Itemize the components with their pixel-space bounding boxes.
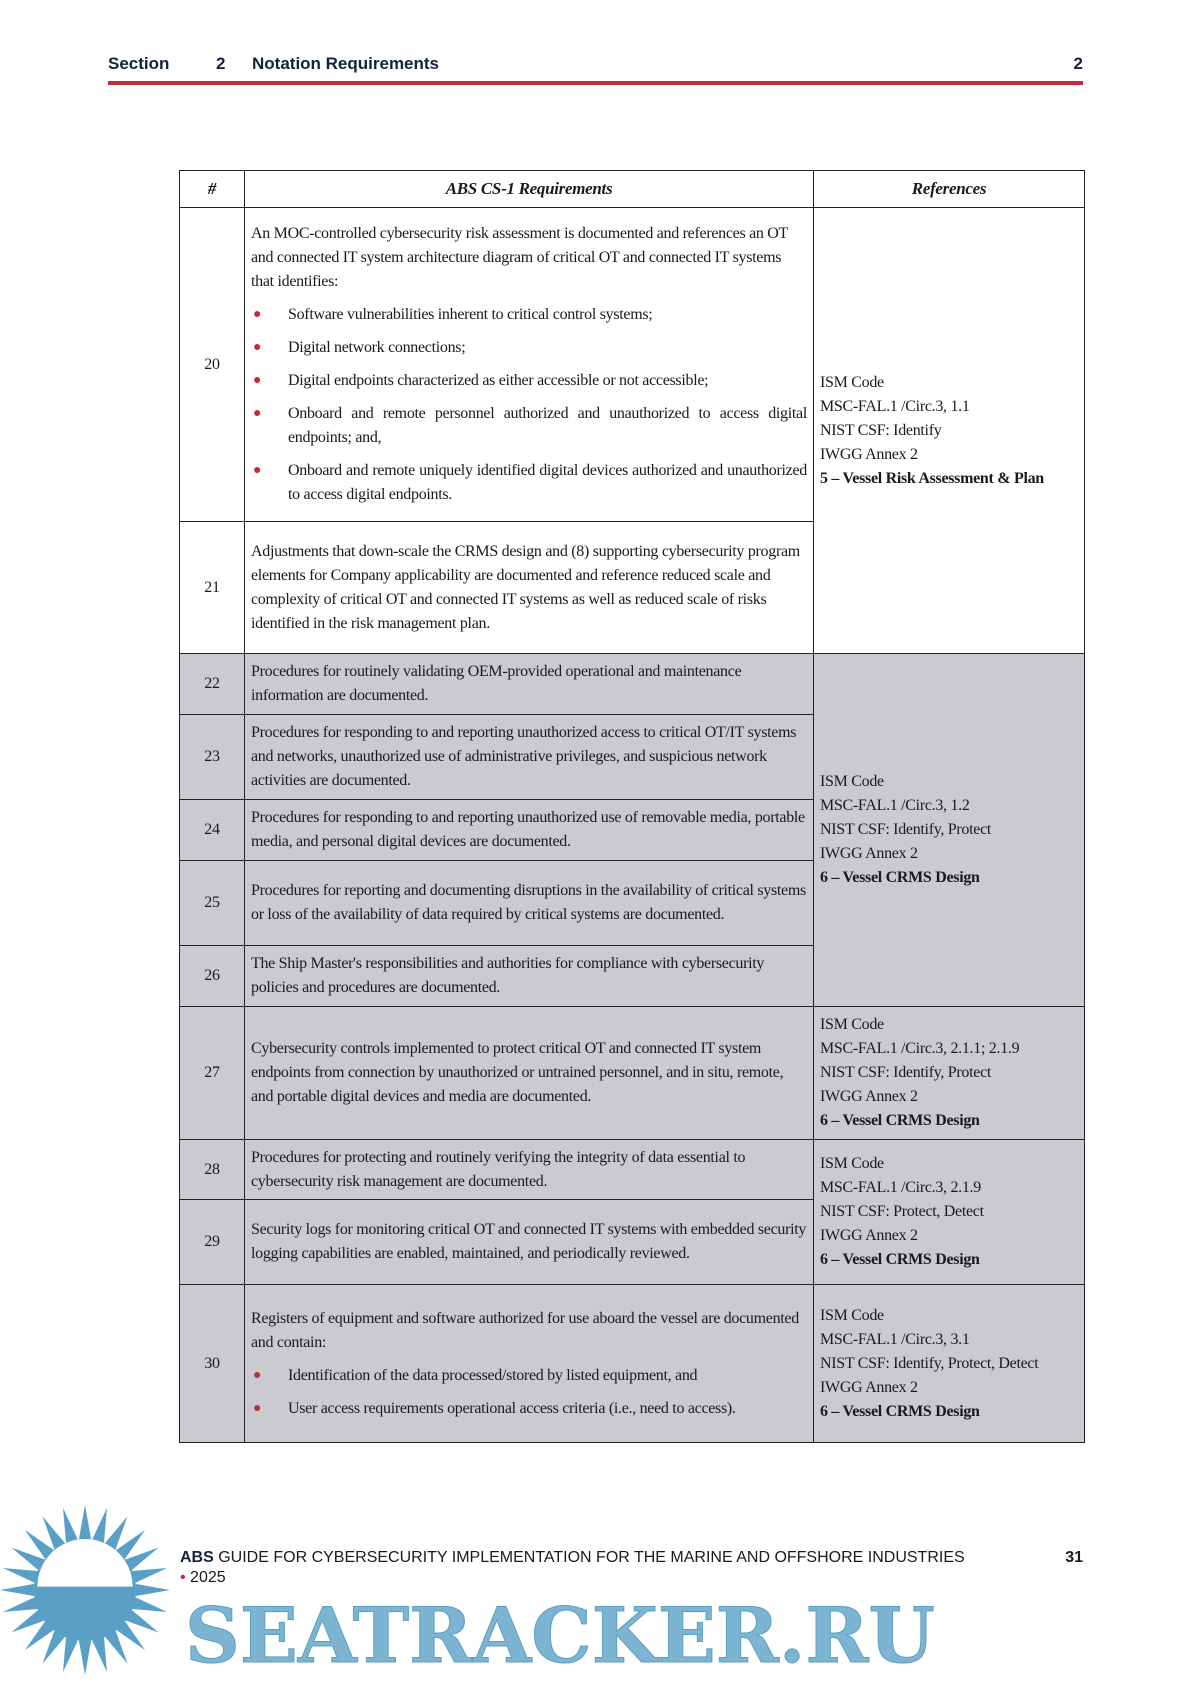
reference-line: IWGG Annex 2 xyxy=(820,845,918,862)
row-number: 27 xyxy=(180,1007,245,1140)
bullet-icon: ● xyxy=(253,307,262,322)
bullet-icon: ● xyxy=(253,463,262,478)
reference-line: IWGG Annex 2 xyxy=(820,1378,918,1396)
row-number: 26 xyxy=(180,946,245,1007)
requirement-text: The Ship Master's responsibilities and authorities for compliance with cybersecurity policies and procedures are documented. xyxy=(251,955,765,996)
column-header-requirements: ABS CS-1 Requirements xyxy=(245,171,814,208)
watermark: SEATRACKER.RU xyxy=(185,1591,935,1680)
bullet-text: Onboard and remote personnel authorized and unauthorized to access digital endpoints; and, xyxy=(288,405,807,446)
bullet-icon: ● xyxy=(253,1367,262,1383)
reference-line: IWGG Annex 2 xyxy=(820,1088,918,1105)
requirement-cell xyxy=(245,800,814,861)
reference-section: 6 – Vessel CRMS Design xyxy=(820,1402,980,1420)
footer-title: GUIDE FOR CYBERSECURITY IMPLEMENTATION FOR THE MARINE AND OFFSHORE INDUSTRIES xyxy=(213,1549,965,1566)
reference-line: ISM Code xyxy=(820,773,884,790)
requirement-cell xyxy=(245,522,814,654)
requirement-text: Procedures for reporting and documenting disruptions in the availability of critical systems or loss of the availability of data required by critical systems are documented. xyxy=(251,882,806,923)
section-title: Notation Requirements xyxy=(252,54,440,73)
reference-line: IWGG Annex 2 xyxy=(820,445,918,463)
bullet-item xyxy=(251,1397,807,1421)
footer-year: 2025 xyxy=(185,1569,226,1586)
reference-line: NIST CSF: Identify, Protect xyxy=(820,1064,992,1081)
row-number: 21 xyxy=(180,522,245,654)
requirement-text: Procedures for protecting and routinely verifying the integrity of data essential to cybersecurity risk management are documented. xyxy=(251,1148,746,1190)
bullet-item xyxy=(251,1364,807,1388)
requirement-cell xyxy=(245,861,814,946)
row-number: 20 xyxy=(180,208,245,522)
requirement-text: Adjustments that down-scale the CRMS design and (8) supporting cybersecurity program elements for Company applicability are documented and reference reduced scale and complexity of critical OT and connected IT systems as well as reduced scale of risks identified in the risk management plan. xyxy=(251,542,800,632)
reference-section: 6 – Vessel CRMS Design xyxy=(820,869,980,886)
sun-logo-icon xyxy=(0,1505,170,1675)
requirement-text: Procedures for responding to and reporting unauthorized use of removable media, portable media, and personal digital devices are documented. xyxy=(251,809,805,850)
running-header xyxy=(108,54,1083,76)
requirement-cell xyxy=(245,1007,814,1140)
column-header-number: # xyxy=(180,171,245,208)
requirement-text: Procedures for routinely validating OEM-provided operational and maintenance information are documented. xyxy=(251,663,742,704)
row-number: 22 xyxy=(180,654,245,715)
row-number: 30 xyxy=(180,1285,245,1443)
bullet-item xyxy=(251,402,807,450)
reference-line: NIST CSF: Identify, Protect xyxy=(820,821,992,838)
references-cell xyxy=(814,208,1085,654)
bullet-text: Software vulnerabilities inherent to critical control systems; xyxy=(288,306,653,323)
bullet-icon: ● xyxy=(253,340,262,355)
table-row xyxy=(180,208,1085,522)
column-header-references: References xyxy=(814,171,1085,208)
requirement-text: Cybersecurity controls implemented to protect critical OT and connected IT system endpoints from connection by unauthorized or untrained personnel, and in situ, remote, and portable digital devices and media are documented. xyxy=(251,1040,784,1105)
bullet-item xyxy=(251,369,807,393)
requirement-text: An MOC-controlled cybersecurity risk assessment is documented and references an OT and connected IT system architecture diagram of critical OT and connected IT systems that identifies: xyxy=(251,225,788,290)
table-row xyxy=(180,1140,1085,1200)
row-number: 23 xyxy=(180,715,245,800)
references-cell xyxy=(814,1285,1085,1443)
requirement-cell xyxy=(245,946,814,1007)
table-row xyxy=(180,654,1085,715)
reference-line: NIST CSF: Protect, Detect xyxy=(820,1203,984,1220)
bullet-icon: ● xyxy=(253,406,262,421)
reference-section: 6 – Vessel CRMS Design xyxy=(820,1112,980,1129)
requirement-text: Security logs for monitoring critical OT and connected IT systems with embedded security logging capabilities are enabled, maintained, and periodically reviewed. xyxy=(251,1221,807,1262)
requirement-cell xyxy=(245,1200,814,1285)
section-label: Section xyxy=(108,54,170,73)
bullet-text: Digital network connections; xyxy=(288,339,466,356)
row-number: 29 xyxy=(180,1200,245,1285)
reference-line: ISM Code xyxy=(820,1016,884,1033)
footer-brand: ABS xyxy=(180,1549,214,1566)
requirement-cell xyxy=(245,208,814,522)
bullet-text: Digital endpoints characterized as either accessible or not accessible; xyxy=(288,372,709,389)
references-cell xyxy=(814,1007,1085,1140)
page-number: 31 xyxy=(1065,1549,1083,1566)
requirements-table xyxy=(179,170,1085,1443)
bullet-text: Identification of the data processed/stored by listed equipment, and xyxy=(288,1366,698,1384)
bullet-item xyxy=(251,336,807,360)
requirement-cell xyxy=(245,715,814,800)
bullet-text: Onboard and remote uniquely identified digital devices authorized and unauthorized to access digital endpoints. xyxy=(288,462,807,503)
requirement-text: Procedures for responding to and reporting unauthorized access to critical OT/IT systems and networks, unauthorized use of administrative privileges, and suspicious network activities are documented. xyxy=(251,724,797,789)
header-divider xyxy=(108,81,1083,85)
row-number: 24 xyxy=(180,800,245,861)
reference-section: 6 – Vessel CRMS Design xyxy=(820,1251,980,1268)
table-row xyxy=(180,1285,1085,1443)
references-cell xyxy=(814,1140,1085,1285)
bullet-icon: ● xyxy=(253,1400,262,1416)
reference-line: ISM Code xyxy=(820,1306,884,1324)
footer xyxy=(180,1548,1083,1588)
reference-line: NIST CSF: Identify xyxy=(820,421,942,439)
requirement-cell xyxy=(245,1140,814,1200)
bullet-item xyxy=(251,459,807,507)
reference-section: 5 – Vessel Risk Assessment & Plan xyxy=(820,469,1044,487)
table-row xyxy=(180,1007,1085,1140)
reference-line: NIST CSF: Identify, Protect, Detect xyxy=(820,1354,1039,1372)
requirement-text: Registers of equipment and software authorized for use aboard the vessel are documented and contain: xyxy=(251,1309,799,1351)
header-page-section: 2 xyxy=(1073,54,1083,73)
footer-bullet: • xyxy=(180,1569,186,1586)
table-header-row xyxy=(180,171,1085,208)
bullet-icon: ● xyxy=(253,373,262,388)
reference-line: IWGG Annex 2 xyxy=(820,1227,918,1244)
bullet-item xyxy=(251,303,807,327)
reference-line: ISM Code xyxy=(820,1155,884,1172)
reference-line: ISM Code xyxy=(820,373,884,391)
reference-line: MSC-FAL.1 /Circ.3, 2.1.9 xyxy=(820,1179,981,1196)
references-cell xyxy=(814,654,1085,1007)
row-number: 28 xyxy=(180,1140,245,1200)
reference-line: MSC-FAL.1 /Circ.3, 1.2 xyxy=(820,797,970,814)
requirement-cell xyxy=(245,654,814,715)
reference-line: MSC-FAL.1 /Circ.3, 3.1 xyxy=(820,1330,970,1348)
reference-line: MSC-FAL.1 /Circ.3, 1.1 xyxy=(820,397,970,415)
row-number: 25 xyxy=(180,861,245,946)
bullet-text: User access requirements operational access criteria (i.e., need to access). xyxy=(288,1399,736,1417)
reference-line: MSC-FAL.1 /Circ.3, 2.1.1; 2.1.9 xyxy=(820,1040,1020,1057)
requirement-cell xyxy=(245,1285,814,1443)
section-number: 2 xyxy=(216,54,226,73)
